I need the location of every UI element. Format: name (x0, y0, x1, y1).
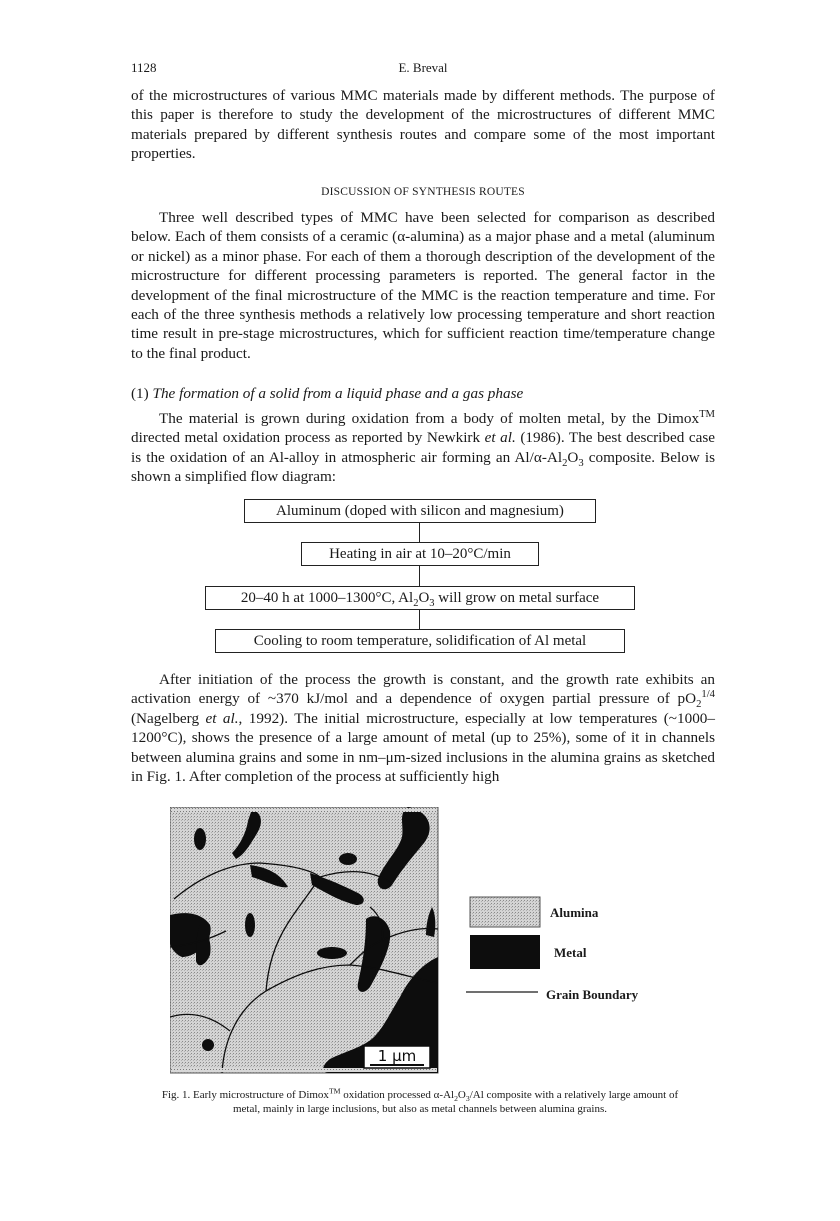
microstructure-figure (170, 807, 670, 1087)
figure-1-caption (150, 1086, 690, 1116)
paragraph-intro-continued (131, 86, 715, 164)
scale-bar (364, 1046, 430, 1068)
metal-inclusion (202, 1039, 214, 1051)
p3-sub-2: 2 (562, 457, 568, 469)
subsection-heading (131, 385, 715, 403)
paragraph-3-text (131, 409, 715, 487)
flow-growth-text-2: will grow on metal surface (434, 590, 600, 606)
section-heading: DISCUSSION OF SYNTHESIS ROUTES (321, 186, 525, 198)
running-author: E. Breval (398, 60, 448, 75)
caption-trademark: TM (328, 1086, 341, 1096)
micrograph-panel (170, 807, 438, 1073)
flow-step-aluminum: Aluminum (doped with silicon and magnesium) (244, 499, 596, 523)
figure-legend (466, 897, 639, 1002)
p4-text-1: After initiation of the process the growth is constant, and the growth rate exhibits an activation energy of ~370 kJ/mol and a dependence of oxygen partial pressure of pO (131, 671, 715, 708)
p3-text-1: The material is grown during oxidation from a body of molten metal, by the Dimox (159, 410, 700, 427)
subsection-number: (1) (131, 385, 149, 402)
metal-inclusion (339, 853, 357, 865)
flow-growth-sub-2: 2 (413, 598, 419, 609)
legend-grain-boundary-label: Grain Boundary (546, 987, 639, 1002)
p3-text-3: (1986). The best described case is the oxidation of an Al-alloy in atmospheric air forming an Al/α-Al (131, 429, 716, 466)
paragraph-dimox-process (131, 409, 715, 487)
paragraph-synthesis-routes (131, 208, 715, 363)
flow-growth-sub-3: 3 (429, 598, 435, 609)
flow-step-growth (205, 586, 635, 610)
p4-text-3: , 1992). The initial microstructure, especially at low temperatures (~1000–1200°C), shows the presence of a large amount of metal (up to 25%), some of it in channels between alumina grains and some in nm–μm-sized inclusions in the alumina grains as sketched in Fig. 1. After completion of the process at sufficiently high (131, 709, 715, 786)
scale-bar-label: 1 μm (377, 1047, 417, 1065)
legend-metal-label: Metal (554, 945, 587, 960)
metal-inclusion (194, 828, 206, 850)
figure-1 (170, 807, 670, 1087)
paragraph-4-text (131, 670, 715, 786)
legend-alumina-swatch (470, 897, 540, 927)
flow-connector-1 (419, 523, 420, 542)
paragraph-growth-kinetics (131, 670, 715, 786)
subsection-title: The formation of a solid from a liquid phase and a gas phase (152, 385, 524, 402)
metal-inclusion (245, 913, 255, 937)
p3-et-al: et al. (484, 429, 516, 447)
caption-oxygen: O (457, 1089, 466, 1101)
caption-text-1: Fig. 1. Early microstructure of Dimox (161, 1089, 329, 1101)
p3-trademark: TM (699, 408, 715, 420)
p4-text-2: (Nagelberg (131, 709, 206, 727)
flow-connector-2 (419, 566, 420, 586)
caption-sub-2: 2 (454, 1094, 458, 1104)
p4-et-al: et al. (205, 709, 239, 727)
p3-text-4: composite. Below is shown a simplified flow diagram: (131, 448, 715, 486)
metal-inclusion (317, 947, 347, 959)
micrograph-top-band (171, 808, 437, 812)
legend-alumina-label: Alumina (550, 905, 599, 920)
p4-sub-2: 2 (696, 699, 702, 711)
running-header (131, 60, 715, 78)
caption-sub-3: 3 (465, 1094, 470, 1104)
paragraph-2-text: Three well described types of MMC have been selected for comparison as described below. Each of them consists of a ceramic (α-alumina) as a major phase and a metal (aluminum or nickel) as a minor phase. For each of them a thorough description of the development of the microstructure for different processing parameters is reported. The general factor in the development of the final microstructure of the MMC is the reaction temperature and time. For each of the three synthesis methods a relatively low processing temperature and short reaction time result in pre-stage microstructures, which for sufficient reaction time/temperature change to the final product. (131, 209, 715, 362)
p3-oxygen: O (567, 448, 579, 466)
flow-step-cooling: Cooling to room temperature, solidification of Al metal (215, 629, 625, 653)
flow-growth-text-1: 20–40 h at 1000–1300°C, Al (240, 590, 414, 606)
p3-sub-3: 3 (578, 457, 584, 469)
flow-growth-oxygen: O (418, 590, 430, 606)
page-number: 1128 (131, 60, 157, 75)
p3-text-2: directed metal oxidation process as reported by Newkirk (131, 429, 485, 447)
paragraph-1-text: of the microstructures of various MMC materials made by different methods. The purpose of this paper is therefore to study the development of the microstructures of different MMC materials prepared by different synthesis routes and compare some of the most important properties. (131, 87, 715, 163)
flow-connector-3 (419, 610, 420, 629)
flow-diagram (131, 494, 715, 664)
p4-sup-quarter: 1/4 (701, 689, 715, 701)
legend-metal-swatch (470, 935, 540, 969)
caption-text-2: oxidation processed α-Al (340, 1089, 455, 1101)
flow-step-heating: Heating in air at 10–20°C/min (301, 542, 539, 566)
caption-text-3: /Al composite with a relatively large amount of metal, mainly in large inclusions, but also as metal channels between alumina grains. (232, 1089, 679, 1115)
